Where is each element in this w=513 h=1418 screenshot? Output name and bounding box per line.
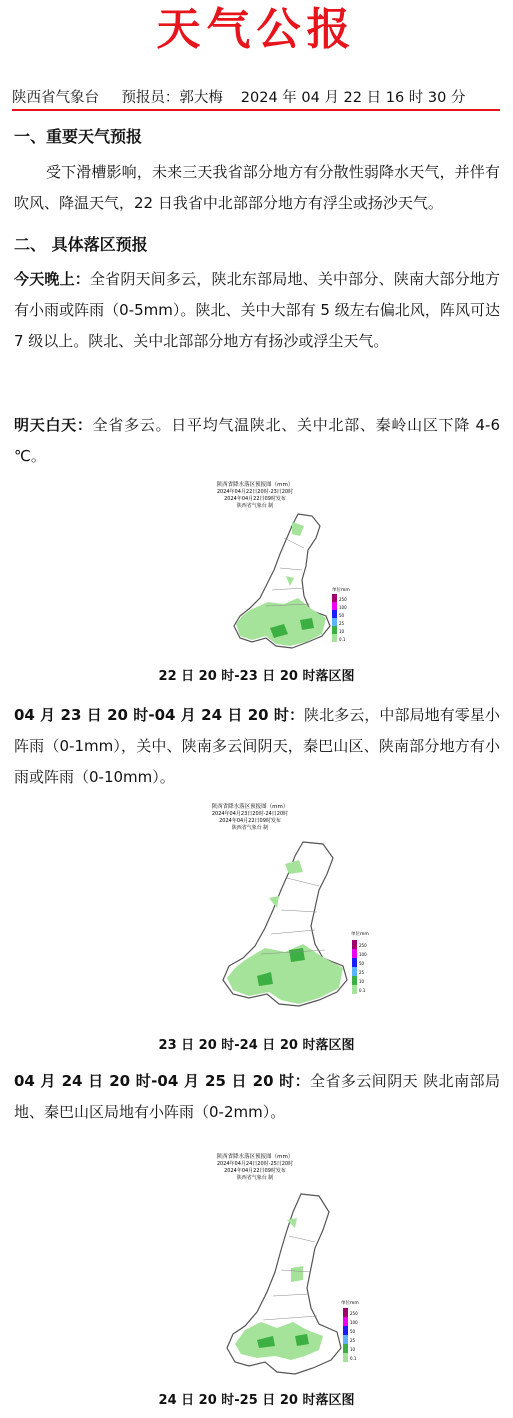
legend-title: 单位mm <box>341 1301 359 1306</box>
legend-label: 50 <box>359 961 365 966</box>
map-caption-1: 22 日 20 时-23 日 20 时落区图 <box>158 669 355 684</box>
map-period: 2024年04月24日20时-25日20时 <box>216 1161 294 1167</box>
title-rule <box>12 109 500 111</box>
map-caption-2: 23 日 20 时-24 日 20 时落区图 <box>158 1038 355 1053</box>
legend-label: 250 <box>350 1311 358 1316</box>
legend-label: 50 <box>339 613 345 618</box>
shaanxi-map <box>227 1194 341 1374</box>
legend-label: 100 <box>339 605 347 610</box>
precip-map-1 <box>180 478 360 660</box>
map-issued: 2024年04月22日09时发布 <box>224 496 286 502</box>
legend-label: 0.1 <box>339 637 346 642</box>
map-title: 陕西省降水落区预报图（mm） <box>211 804 289 810</box>
forecaster-name: 预报员：郭大梅 <box>121 90 223 106</box>
day23-label: 04 月 23 日 20 时-04 月 24 日 20 时： <box>14 706 305 724</box>
legend-label: 50 <box>350 1329 356 1334</box>
day24-paragraph <box>14 1066 500 1128</box>
legend-title: 单位mm <box>351 932 369 937</box>
map-legend <box>341 1299 359 1362</box>
legend-label: 250 <box>339 597 347 602</box>
map-title: 陕西省降水落区预报图（mm） <box>216 482 294 488</box>
legend-label: 25 <box>350 1338 356 1343</box>
map-producer: 陕西省气象台 制 <box>231 825 269 831</box>
bulletin-info <box>12 88 500 108</box>
map-issued: 2024年04月22日09时发布 <box>224 1168 286 1174</box>
shaanxi-map <box>234 514 330 648</box>
legend-label: 100 <box>350 1320 358 1325</box>
legend-label: 25 <box>359 970 365 975</box>
tomorrow-text: 全省多云。日平均气温陕北、关中北部、秦岭山区下降 4-6 ℃。 <box>14 416 500 465</box>
shaanxi-map <box>223 842 347 1006</box>
map-period: 2024年04月22日20时-23日20时 <box>216 489 294 495</box>
precip-map-3 <box>195 1150 370 1388</box>
section1-text: 受下滑槽影响，未来三天我省部分地方有分散性弱降水天气，并伴有吹风、降温天气，22 日我省中北部部分地方有浮尘或扬沙天气。 <box>14 163 500 212</box>
legend-title: 单位mm <box>332 588 350 593</box>
page-title: 天气公报 <box>156 4 357 55</box>
legend-label: 0.1 <box>350 1356 357 1361</box>
map-period: 2024年04月23日20时-24日20时 <box>211 811 289 817</box>
tonight-paragraph <box>14 264 500 357</box>
legend-label: 25 <box>339 621 345 626</box>
map-producer: 陕西省气象台 制 <box>236 1175 274 1181</box>
day23-paragraph <box>14 700 500 793</box>
section1-heading: 一、重要天气预报 <box>14 127 143 146</box>
tonight-text: 全省阴天间多云，陕北东部局地、关中部分、陕南大部分地方有小雨或阵雨（0-5mm）。陕北、关中大部有 5 级左右偏北风，阵风可达 7 级以上。陕北、关中北部部分地方有扬沙或浮尘天气。 <box>14 270 500 350</box>
day24-label: 04 月 24 日 20 时-04 月 25 日 20 时： <box>14 1072 311 1090</box>
day23-text: 陕北多云，中部局地有零星小阵雨（0-1mm），关中、陕南多云间阴天，秦巴山区、陕南部分地方有小雨或阵雨（0-10mm）。 <box>14 706 500 786</box>
precip-map-2 <box>185 800 380 1022</box>
day24-text: 全省多云间阴天 陕北南部局地、秦巴山区局地有小阵雨（0-2mm）。 <box>14 1072 500 1121</box>
tomorrow-label: 明天白天： <box>14 416 93 434</box>
tomorrow-paragraph <box>14 410 500 472</box>
legend-label: 0.1 <box>359 988 366 993</box>
legend-label: 10 <box>350 1347 356 1352</box>
legend-label: 250 <box>359 943 367 948</box>
map-issued: 2024年04月22日09时发布 <box>219 818 281 824</box>
agency-name: 陕西省气象台 <box>12 90 99 106</box>
map-legend <box>332 586 350 642</box>
map-legend <box>351 930 369 994</box>
map-title: 陕西省降水落区预报图（mm） <box>216 1154 294 1160</box>
map-producer: 陕西省气象台 制 <box>236 503 274 509</box>
issue-datetime: 2024 年 04 月 22 日 16 时 30 分 <box>240 90 466 106</box>
map-caption-3: 24 日 20 时-25 日 20 时落区图 <box>158 1393 355 1408</box>
legend-label: 100 <box>359 952 367 957</box>
section2-heading: 二、 具体落区预报 <box>14 235 148 254</box>
legend-label: 10 <box>339 629 345 634</box>
tonight-label: 今天晚上： <box>14 270 90 288</box>
legend-label: 10 <box>359 979 365 984</box>
